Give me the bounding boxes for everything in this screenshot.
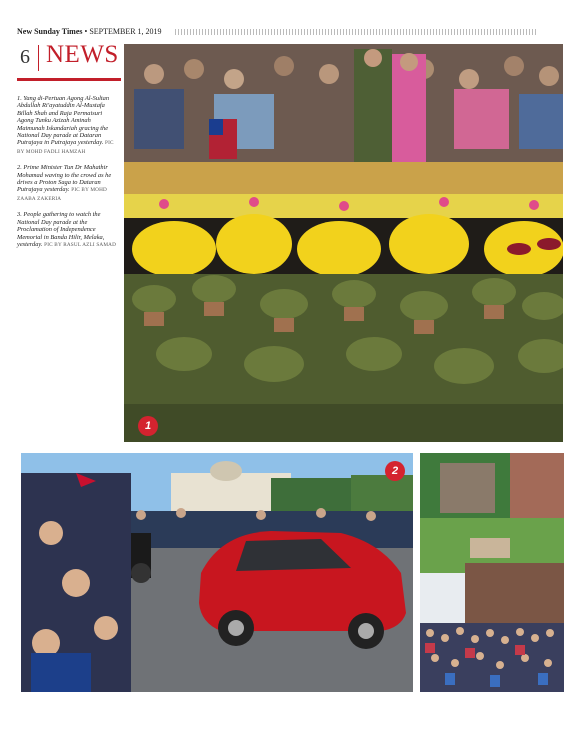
page-number: 6	[20, 46, 30, 68]
caption-1	[17, 95, 119, 156]
header-divider	[38, 45, 39, 71]
header-hatch-rule	[175, 29, 538, 35]
issue-date: SEPTEMBER 1, 2019	[89, 27, 162, 36]
caption-3-text: 3. People gathering to watch the National Day parade at the Proclamation of Independence Memorial in Banda Hilir, Melaka, yesterday.	[17, 211, 105, 248]
photo-parade-royals	[124, 44, 563, 442]
paper-name: New Sunday Times	[17, 27, 83, 36]
parade-royals-image	[124, 44, 563, 442]
caption-3-credit: PIC BY RASUL AZLI SAMAD	[44, 241, 117, 248]
masthead: New Sunday Times • SEPTEMBER 1, 2019	[17, 27, 162, 36]
pm-car-image	[21, 453, 413, 692]
caption-2	[17, 164, 119, 203]
photo-2-number-badge: 2	[385, 461, 405, 481]
caption-1-text: 1. Yang di-Pertuan Agong Al-Sultan Abdullah Ri'ayatuddin Al-Mustafa Billah Shah and Raja Permaisuri Agong Tunku Azizah Aminah Maimunah Iskandariah gracing the National Day parade at Dataran Putrajaya in Putrajaya yesterday.	[17, 95, 110, 147]
caption-3	[17, 211, 119, 249]
caption-2-text: 2. Prime Minister Tun Dr Mahathir Mohamad waving to the crowd as he drives a Proton Saga to Dataran Putrajaya yesterday.	[17, 164, 112, 194]
photo-pm-car	[21, 453, 413, 692]
photo-1-number-badge: 1	[138, 416, 158, 436]
section-title: NEWS	[46, 41, 119, 68]
caption-2-credit: PIC BY MOHD ZAABA ZAKERIA	[17, 187, 107, 202]
melaka-crowd-image	[420, 453, 564, 692]
section-underline	[17, 78, 121, 81]
photo-melaka-crowd	[420, 453, 564, 692]
caption-1-credit: PIC BY MOHD FADLI HAMZAH	[17, 140, 114, 155]
caption-column	[17, 95, 119, 257]
